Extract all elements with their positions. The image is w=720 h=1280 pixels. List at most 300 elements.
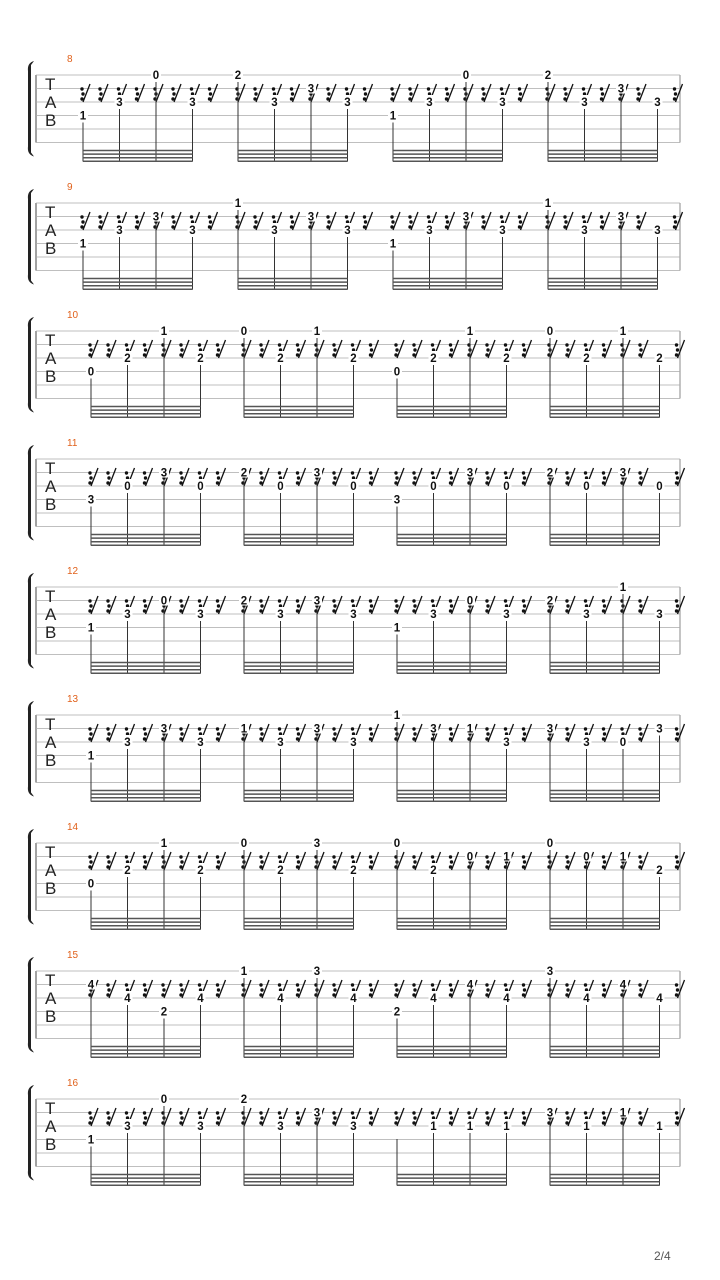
- fret-number: 2: [503, 353, 510, 365]
- tab-clef-letter: T: [45, 843, 56, 862]
- slash-dot: [449, 983, 452, 986]
- slash-rhythm-mark: [369, 1108, 379, 1126]
- slash-dot: [413, 860, 416, 863]
- slash-rhythm-mark: [314, 852, 324, 870]
- slash-rhythm-mark: [143, 852, 153, 870]
- fret-number: 3: [350, 737, 357, 749]
- slash-dot: [209, 220, 212, 223]
- slash-dot: [216, 471, 219, 474]
- slash-dot: [584, 727, 587, 730]
- fret-number: 3: [583, 737, 590, 749]
- fret-number: 3: [393, 494, 401, 507]
- slash-dot: [144, 476, 147, 479]
- slash-dot: [449, 727, 452, 730]
- slash-dot: [486, 476, 489, 479]
- slash-dot: [88, 727, 91, 730]
- slash-dot: [98, 215, 101, 218]
- slash-dot: [413, 1116, 416, 1119]
- slash-rhythm-mark: [259, 852, 269, 870]
- slash-rhythm-mark: [394, 980, 404, 998]
- slash-dot: [208, 215, 211, 218]
- system-bracket: [28, 957, 34, 1053]
- slash-dot: [88, 599, 91, 602]
- fret-number: 4: [197, 993, 204, 1005]
- slash-dot: [603, 732, 606, 735]
- fret-number: 3: [277, 737, 284, 749]
- fret-number: 3: [124, 737, 131, 749]
- slash-rhythm-mark: [216, 596, 226, 614]
- tab-clef-letter: A: [45, 989, 57, 1008]
- slash-dot: [369, 343, 372, 346]
- slash-dot: [523, 988, 526, 991]
- slash-dot: [639, 1116, 642, 1119]
- slash-rhythm-mark: [296, 1108, 306, 1126]
- slash-dot: [180, 732, 183, 735]
- slash-dot: [504, 983, 507, 986]
- slash-rhythm-mark: [161, 852, 171, 870]
- slash-dot: [584, 599, 587, 602]
- tab-system: [28, 54, 683, 162]
- tab-clef-letter: T: [45, 587, 56, 606]
- fret-number: 1: [619, 326, 627, 338]
- slash-rhythm-mark: [522, 596, 532, 614]
- slash-dot: [394, 599, 397, 602]
- slash-rhythm-mark: [602, 1108, 612, 1126]
- slash-rhythm-mark: [326, 84, 336, 102]
- slash-dot: [485, 599, 488, 602]
- slash-dot: [565, 855, 568, 858]
- slash-rhythm-mark: [638, 340, 648, 358]
- slash-rhythm-mark: [390, 84, 400, 102]
- slash-dot: [522, 471, 525, 474]
- slash-dot: [486, 1116, 489, 1119]
- slash-rhythm-mark: [522, 340, 532, 358]
- slash-rhythm-mark: [463, 84, 473, 102]
- slash-rhythm-mark: [449, 1108, 459, 1126]
- fret-number: 3: [313, 723, 321, 736]
- slash-dot: [395, 988, 398, 991]
- slash-dot: [89, 732, 92, 735]
- slash-dot: [143, 471, 146, 474]
- slash-rhythm-mark: [565, 596, 575, 614]
- slash-rhythm-mark: [332, 980, 342, 998]
- slash-dot: [272, 215, 275, 218]
- slash-rhythm-mark: [565, 1108, 575, 1126]
- slash-dot: [198, 343, 201, 346]
- fret-number: 1: [160, 838, 168, 850]
- slash-rhythm-mark: [518, 212, 528, 230]
- tab-system: [28, 822, 685, 930]
- slash-dot: [566, 732, 569, 735]
- slash-dot: [259, 343, 262, 346]
- slash-rhythm-mark: [481, 212, 491, 230]
- fret-number: 2: [240, 1094, 248, 1106]
- slash-dot: [638, 855, 641, 858]
- slash-rhythm-mark: [565, 468, 575, 486]
- slash-dot: [216, 1111, 219, 1114]
- slash-rhythm-mark: [135, 84, 145, 102]
- fret-number: 1: [430, 1121, 437, 1133]
- slash-rhythm-mark: [332, 468, 342, 486]
- tab-clef-letter: T: [45, 971, 56, 990]
- slash-dot: [486, 604, 489, 607]
- fret-number: 0: [393, 838, 401, 850]
- slash-rhythm-mark: [563, 84, 573, 102]
- fret-number: 3: [197, 737, 204, 749]
- fret-number: 2: [656, 353, 663, 365]
- slash-dot: [351, 1111, 354, 1114]
- slash-dot: [565, 983, 568, 986]
- slash-dot: [602, 599, 605, 602]
- tab-system: [28, 950, 685, 1058]
- slash-rhythm-mark: [208, 84, 218, 102]
- slash-dot: [675, 599, 678, 602]
- slash-dot: [446, 220, 449, 223]
- slash-rhythm-mark: [88, 1108, 98, 1126]
- tab-clef-letter: A: [45, 349, 57, 368]
- slash-dot: [369, 599, 372, 602]
- slash-dot: [364, 220, 367, 223]
- slash-dot: [217, 476, 220, 479]
- slash-rhythm-mark: [485, 852, 495, 870]
- slash-dot: [601, 92, 604, 95]
- slash-dot: [485, 855, 488, 858]
- fret-number: 2: [350, 353, 357, 365]
- slash-dot: [450, 1116, 453, 1119]
- slash-dot: [370, 988, 373, 991]
- slash-dot: [582, 215, 585, 218]
- slash-dot: [602, 471, 605, 474]
- tab-clef-letter: T: [45, 203, 56, 222]
- slash-rhythm-mark: [106, 852, 116, 870]
- slash-rhythm-mark: [179, 468, 189, 486]
- slash-rhythm-mark: [602, 596, 612, 614]
- slash-dot: [519, 92, 522, 95]
- slash-dot: [259, 1111, 262, 1114]
- slash-rhythm-mark: [673, 84, 683, 102]
- fret-number: 3: [313, 595, 321, 608]
- slash-rhythm-mark: [259, 980, 269, 998]
- slash-dot: [467, 1111, 470, 1114]
- slash-dot: [198, 855, 201, 858]
- slash-dot: [106, 471, 109, 474]
- slash-dot: [522, 727, 525, 730]
- slash-dot: [198, 471, 201, 474]
- slash-dot: [500, 215, 503, 218]
- slash-dot: [603, 1116, 606, 1119]
- slash-rhythm-mark: [216, 724, 226, 742]
- slash-dot: [171, 87, 174, 90]
- slash-dot: [522, 983, 525, 986]
- slash-dot: [106, 983, 109, 986]
- slash-rhythm-mark: [638, 724, 648, 742]
- slash-dot: [620, 727, 623, 730]
- tab-clef-letter: A: [45, 93, 57, 112]
- slash-rhythm-mark: [449, 596, 459, 614]
- slash-rhythm-mark: [600, 84, 610, 102]
- tab-clef-letter: B: [45, 111, 57, 130]
- slash-rhythm-mark: [241, 340, 251, 358]
- slash-dot: [180, 988, 183, 991]
- slash-dot: [449, 855, 452, 858]
- slash-dot: [260, 604, 263, 607]
- slash-dot: [370, 860, 373, 863]
- fret-number: 3: [654, 97, 661, 109]
- slash-dot: [144, 348, 147, 351]
- slash-dot: [412, 727, 415, 730]
- fret-number: 0: [503, 481, 510, 493]
- fret-number: 1: [466, 1121, 474, 1133]
- slash-rhythm-mark: [602, 980, 612, 998]
- tab-clef-letter: T: [45, 715, 56, 734]
- slash-rhythm-mark: [171, 212, 181, 230]
- slash-rhythm-mark: [259, 340, 269, 358]
- fret-number: 4: [277, 993, 284, 1005]
- slash-dot: [217, 988, 220, 991]
- slash-rhythm-mark: [481, 84, 491, 102]
- slash-dot: [675, 727, 678, 730]
- slash-dot: [351, 855, 354, 858]
- slash-dot: [369, 983, 372, 986]
- slash-rhythm-mark: [179, 596, 189, 614]
- slash-dot: [253, 215, 256, 218]
- fret-number: 4: [466, 979, 474, 992]
- slash-dot: [260, 476, 263, 479]
- slash-dot: [518, 87, 521, 90]
- slash-dot: [675, 983, 678, 986]
- fret-number: 2: [350, 865, 357, 877]
- slash-dot: [523, 1116, 526, 1119]
- page-number: 2/4: [654, 1249, 671, 1263]
- slash-dot: [449, 599, 452, 602]
- slash-dot: [504, 471, 507, 474]
- slash-rhythm-mark: [412, 852, 422, 870]
- slash-dot: [449, 471, 452, 474]
- fret-number: 1: [619, 851, 627, 864]
- slash-dot: [209, 92, 212, 95]
- slash-dot: [332, 727, 335, 730]
- slash-rhythm-mark: [143, 1108, 153, 1126]
- slash-dot: [676, 348, 679, 351]
- slash-dot: [106, 855, 109, 858]
- slash-rhythm-mark: [638, 1108, 648, 1126]
- slash-dot: [486, 732, 489, 735]
- slash-dot: [565, 343, 568, 346]
- slash-dot: [172, 220, 175, 223]
- slash-dot: [106, 343, 109, 346]
- fret-number: 3: [499, 225, 506, 237]
- fret-number: 2: [197, 353, 204, 365]
- fret-number: 3: [313, 966, 321, 978]
- slash-dot: [333, 1116, 336, 1119]
- slash-rhythm-mark: [545, 84, 555, 102]
- slash-rhythm-mark: [88, 468, 98, 486]
- fret-number: 1: [79, 238, 87, 251]
- slash-rhythm-mark: [602, 340, 612, 358]
- slash-dot: [80, 87, 83, 90]
- slash-rhythm-mark: [565, 724, 575, 742]
- slash-dot: [564, 220, 567, 223]
- tab-clef-letter: T: [45, 331, 56, 350]
- slash-rhythm-mark: [412, 1108, 422, 1126]
- slash-dot: [636, 215, 639, 218]
- slash-rhythm-mark: [449, 468, 459, 486]
- tab-clef-letter: T: [45, 1099, 56, 1118]
- slash-dot: [171, 215, 174, 218]
- fret-number: 3: [307, 83, 315, 96]
- slash-rhythm-mark: [296, 724, 306, 742]
- slash-dot: [449, 1111, 452, 1114]
- fret-number: 3: [313, 838, 321, 850]
- slash-dot: [638, 983, 641, 986]
- fret-number: 3: [197, 1121, 204, 1133]
- slash-dot: [351, 727, 354, 730]
- slash-dot: [81, 92, 84, 95]
- slash-dot: [297, 988, 300, 991]
- slash-dot: [136, 220, 139, 223]
- slash-rhythm-mark: [369, 596, 379, 614]
- slash-dot: [143, 1111, 146, 1114]
- slash-rhythm-mark: [394, 1108, 404, 1126]
- slash-dot: [445, 87, 448, 90]
- slash-dot: [450, 860, 453, 863]
- slash-dot: [412, 983, 415, 986]
- fret-number: 0: [462, 70, 470, 82]
- slash-dot: [297, 604, 300, 607]
- slash-dot: [179, 599, 182, 602]
- slash-dot: [676, 476, 679, 479]
- slash-rhythm-mark: [161, 980, 171, 998]
- slash-dot: [602, 983, 605, 986]
- slash-dot: [523, 732, 526, 735]
- slash-dot: [291, 220, 294, 223]
- slash-dot: [676, 860, 679, 863]
- fret-number: 0: [656, 481, 663, 493]
- slash-dot: [565, 599, 568, 602]
- slash-rhythm-mark: [485, 468, 495, 486]
- slash-dot: [566, 988, 569, 991]
- slash-dot: [485, 1111, 488, 1114]
- slash-rhythm-mark: [602, 724, 612, 742]
- slash-dot: [198, 983, 201, 986]
- fret-number: 1: [503, 851, 510, 864]
- slash-dot: [172, 92, 175, 95]
- slash-dot: [180, 860, 183, 863]
- slash-dot: [107, 732, 110, 735]
- slash-dot: [190, 87, 193, 90]
- tab-clef-letter: B: [45, 1007, 57, 1026]
- slash-rhythm-mark: [143, 724, 153, 742]
- fret-number: 3: [499, 97, 506, 109]
- slash-dot: [259, 471, 262, 474]
- fret-number: 0: [87, 878, 95, 891]
- slash-dot: [272, 87, 275, 90]
- slash-dot: [603, 604, 606, 607]
- slash-rhythm-mark: [673, 212, 683, 230]
- slash-dot: [413, 988, 416, 991]
- slash-dot: [504, 343, 507, 346]
- slash-rhythm-mark: [314, 980, 324, 998]
- slash-rhythm-mark: [390, 212, 400, 230]
- fret-number: 2: [544, 70, 552, 82]
- fret-number: 3: [426, 97, 433, 109]
- slash-dot: [522, 599, 525, 602]
- slash-dot: [566, 604, 569, 607]
- fret-number: 0: [240, 838, 248, 850]
- system-bracket: [28, 317, 34, 413]
- slash-dot: [125, 599, 128, 602]
- slash-dot: [394, 343, 397, 346]
- slash-dot: [370, 476, 373, 479]
- fret-number: 4: [350, 993, 357, 1005]
- slash-dot: [584, 1111, 587, 1114]
- slash-dot: [566, 1116, 569, 1119]
- slash-rhythm-mark: [253, 84, 263, 102]
- slash-dot: [675, 343, 678, 346]
- slash-dot: [190, 215, 193, 218]
- fret-number: 3: [583, 609, 590, 621]
- slash-dot: [135, 87, 138, 90]
- slash-dot: [143, 343, 146, 346]
- slash-rhythm-mark: [522, 980, 532, 998]
- fret-number: 1: [583, 1121, 590, 1133]
- slash-rhythm-mark: [445, 84, 455, 102]
- slash-rhythm-mark: [253, 212, 263, 230]
- fret-number: 3: [197, 609, 204, 621]
- fret-number: 0: [619, 737, 627, 749]
- slash-dot: [673, 215, 676, 218]
- slash-rhythm-mark: [636, 212, 646, 230]
- fret-number: 2: [240, 595, 248, 608]
- slash-dot: [290, 215, 293, 218]
- slash-dot: [81, 220, 84, 223]
- fret-number: 3: [344, 225, 351, 237]
- tab-system: [28, 182, 683, 290]
- slash-dot: [390, 215, 393, 218]
- fret-number: 3: [152, 211, 160, 224]
- fret-number: 0: [87, 366, 95, 379]
- slash-dot: [327, 92, 330, 95]
- slash-rhythm-mark: [363, 84, 373, 102]
- fret-number: 3: [546, 1107, 554, 1120]
- fret-number: 3: [581, 225, 588, 237]
- fret-number: 3: [656, 723, 663, 736]
- measure-number: 9: [67, 182, 73, 193]
- fret-number: 2: [430, 865, 437, 877]
- slash-dot: [297, 476, 300, 479]
- tab-clef-letter: A: [45, 477, 57, 496]
- slash-dot: [98, 87, 101, 90]
- slash-dot: [125, 471, 128, 474]
- slash-dot: [297, 1116, 300, 1119]
- slash-dot: [198, 1111, 201, 1114]
- fret-number: 1: [544, 198, 552, 210]
- slash-dot: [259, 599, 262, 602]
- slash-dot: [485, 983, 488, 986]
- slash-rhythm-mark: [545, 212, 555, 230]
- fret-number: 1: [466, 326, 474, 338]
- fret-number: 2: [583, 353, 590, 365]
- slash-dot: [582, 87, 585, 90]
- slash-dot: [198, 727, 201, 730]
- slash-dot: [408, 215, 411, 218]
- slash-rhythm-mark: [394, 340, 404, 358]
- slash-rhythm-mark: [314, 340, 324, 358]
- slash-dot: [364, 92, 367, 95]
- fret-number: 3: [581, 97, 588, 109]
- slash-dot: [332, 983, 335, 986]
- slash-rhythm-mark: [179, 1108, 189, 1126]
